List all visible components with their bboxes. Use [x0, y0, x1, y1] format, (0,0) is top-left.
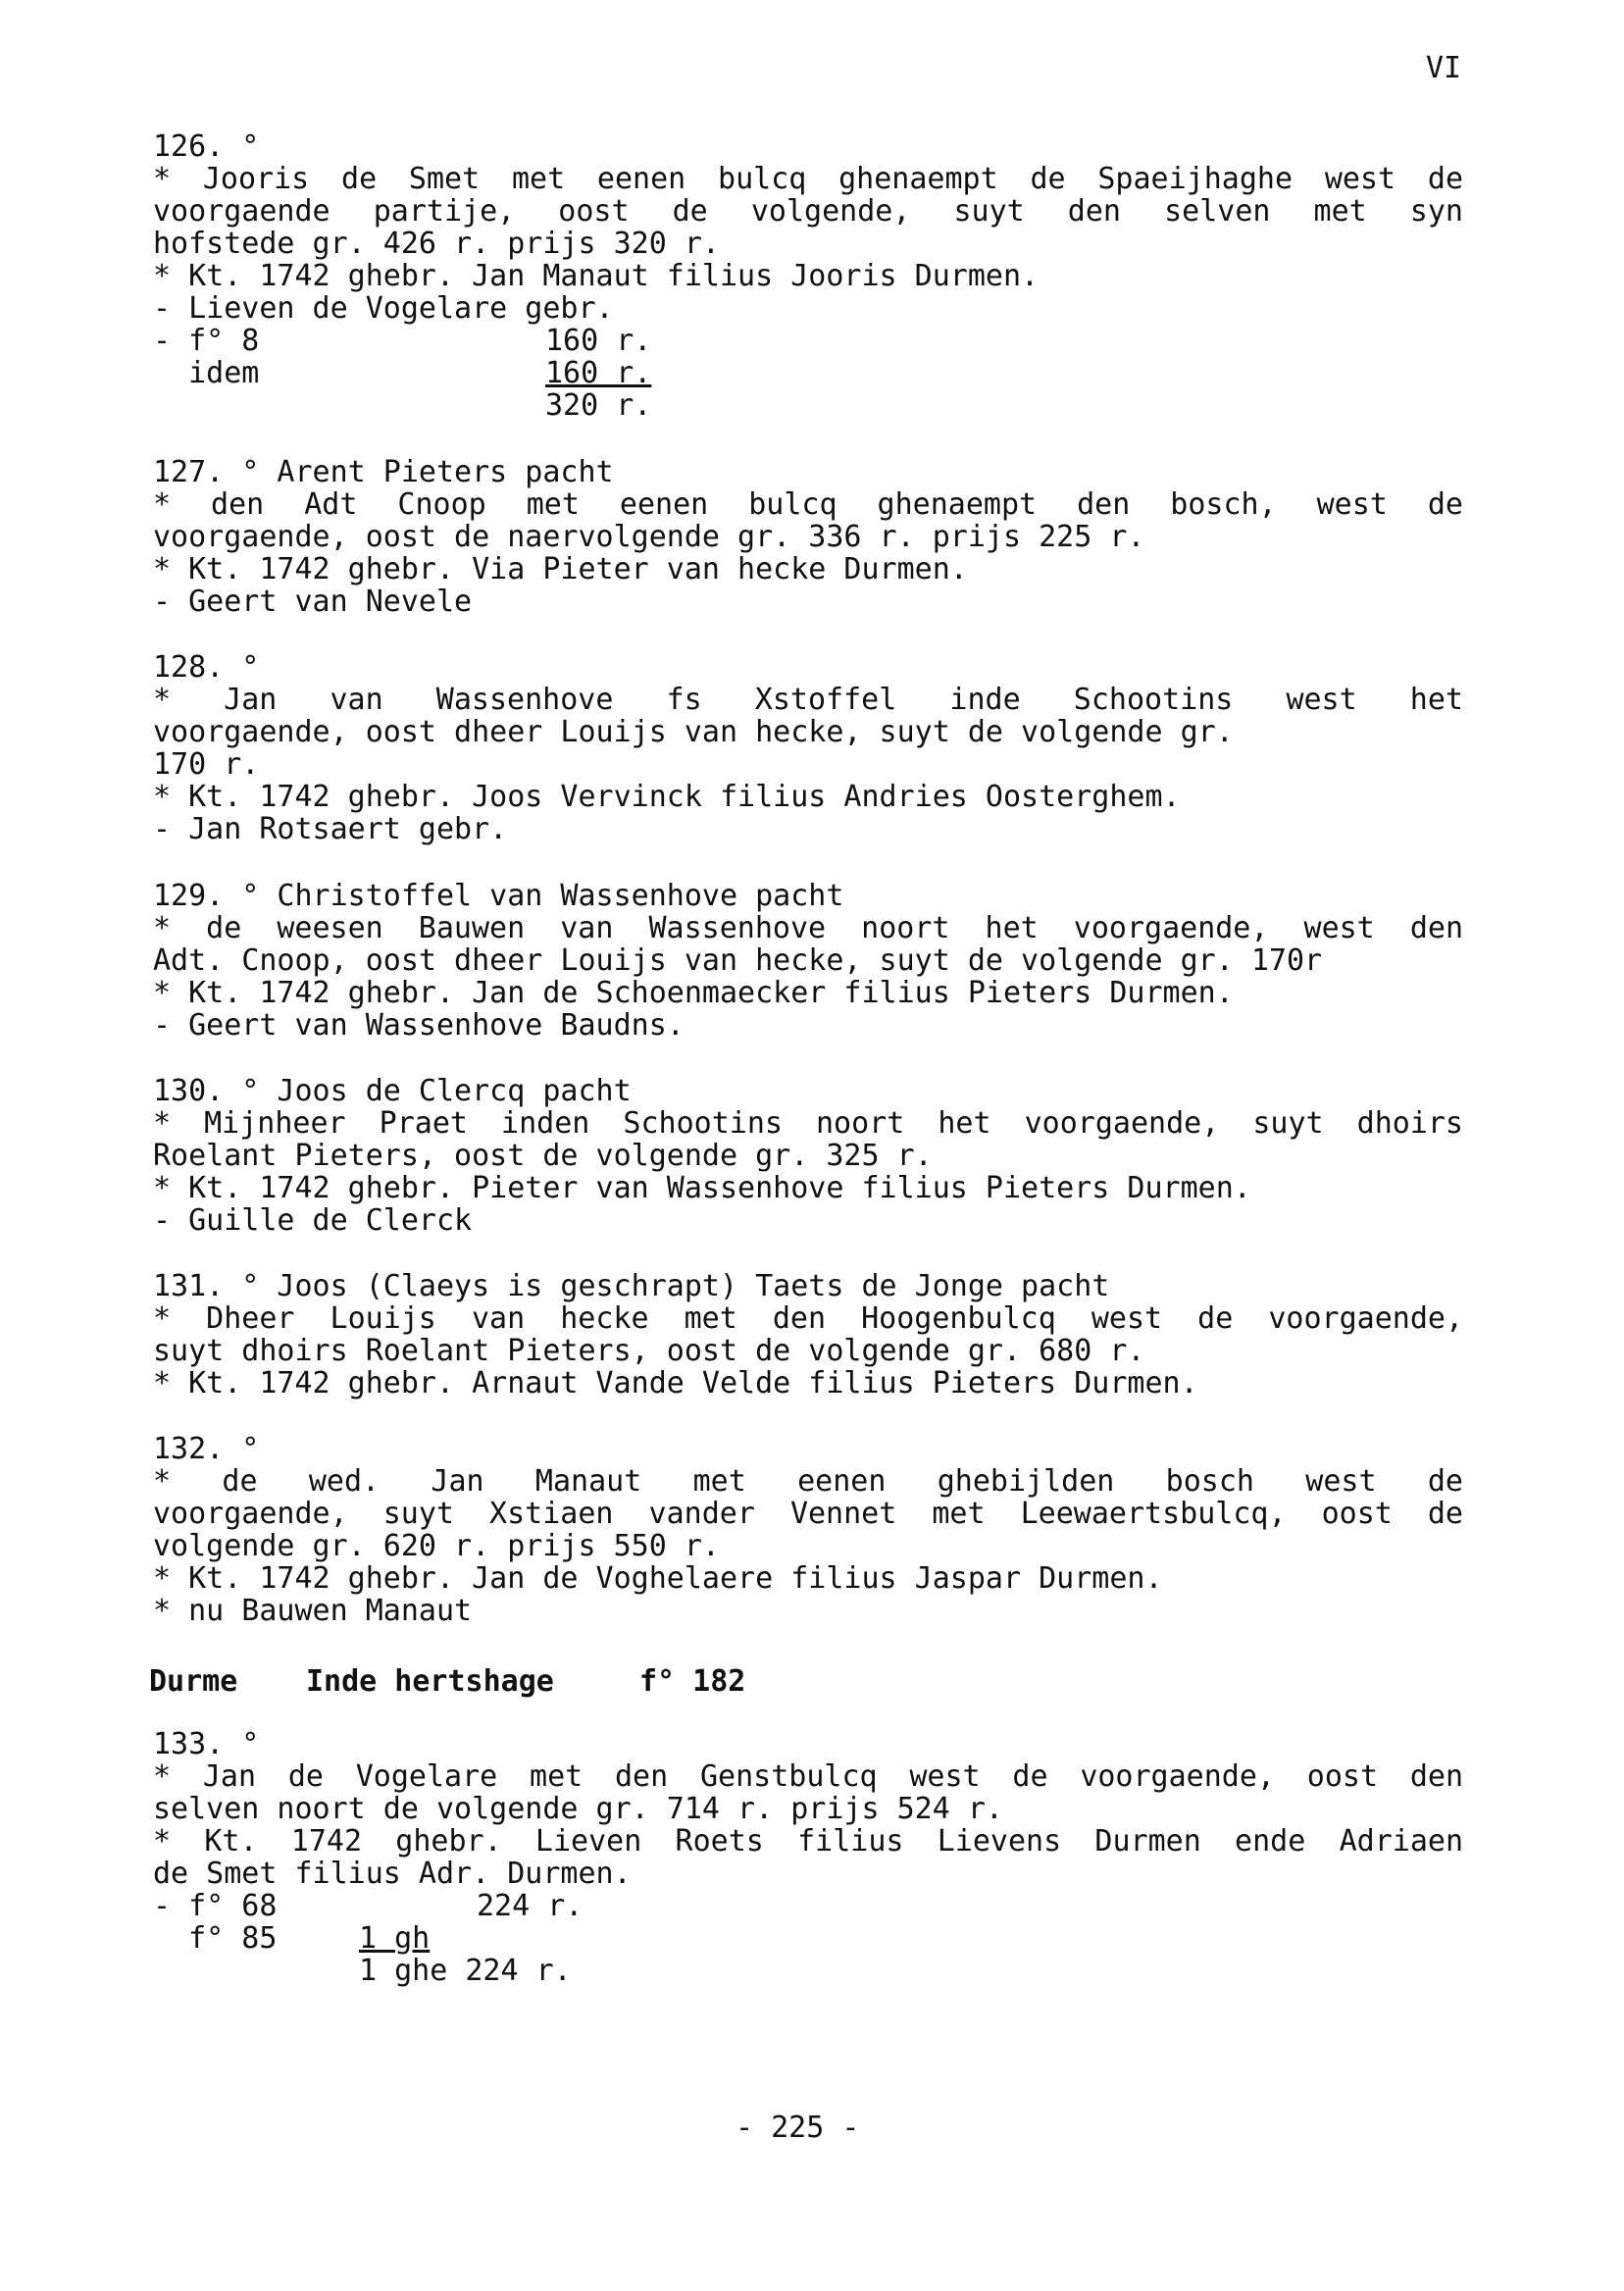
entry-line: * de weesen Bauwen van Wassenhove noort het voorgaende, west den: [153, 911, 1463, 945]
entry-line: 170 r.: [153, 747, 260, 782]
entry-line: * Kt. 1742 ghebr. Joos Vervinck filius Andries Oosterghem.: [153, 780, 1181, 814]
sum-amount: 224 r.: [477, 1889, 584, 1923]
entry-line: 129. ° Christoffel van Wassenhove pacht: [153, 879, 844, 913]
entry-line: 128. °: [153, 650, 260, 685]
entry-line: voorgaende partije, oost de volgende, suyt den selven met syn: [153, 194, 1463, 229]
entry-line: * Jan van Wassenhove fs Xstoffel inde Schootins west het: [153, 683, 1463, 717]
heading-place: Durme: [149, 1664, 238, 1699]
entry-line: * nu Bauwen Manaut: [153, 1594, 473, 1628]
entry-line: 126. °: [153, 129, 260, 164]
entry-130: [153, 1075, 1463, 1237]
entry-line: selven noort de volgende gr. 714 r. prijs 524 r.: [153, 1792, 1003, 1826]
entry-line: Roelant Pieters, oost de volgende gr. 325 r.: [153, 1139, 933, 1173]
sum-amount: 1 gh: [359, 1921, 431, 1956]
entry-127: [153, 456, 1463, 618]
roman-page-number: VI: [1426, 51, 1462, 85]
entry-line: * Dheer Louijs van hecke met den Hoogenbulcq west de voorgaende,: [153, 1301, 1463, 1336]
entry-line: * Kt. 1742 ghebr. Jan de Voghelaere filius Jaspar Durmen.: [153, 1561, 1163, 1596]
entry-line: 133. °: [153, 1727, 260, 1761]
entry-line: voorgaende, oost dheer Louijs van hecke, suyt de volgende gr.: [153, 715, 1234, 749]
entry-128: [153, 651, 1463, 845]
sum-label: - f° 68: [153, 1889, 278, 1923]
entry-line: * Kt. 1742 ghebr. Lieven Roets filius Lievens Durmen ende Adriaen: [153, 1824, 1463, 1858]
entry-line: - Lieven de Vogelare gebr.: [153, 291, 614, 326]
entry-line: * Mijnheer Praet inden Schootins noort het voorgaende, suyt dhoirs: [153, 1106, 1463, 1141]
entry-line: * de wed. Jan Manaut met eenen ghebijlden bosch west de: [153, 1464, 1463, 1499]
sum-row: [153, 1890, 1463, 1922]
entry-line: - Guille de Clerck: [153, 1203, 473, 1238]
sum-row: [153, 1955, 1463, 1987]
sum-label: - f° 8: [153, 324, 260, 358]
entry-133: [153, 1728, 1463, 1987]
entry-line: * Kt. 1742 ghebr. Arnaut Vande Velde filius Pieters Durmen.: [153, 1366, 1198, 1400]
heading-folio: f° 182: [639, 1664, 746, 1699]
sum-row: [153, 357, 1463, 389]
sum-label: f° 85: [153, 1921, 278, 1956]
sum-row: [153, 389, 1463, 422]
entry-line: - Geert van Wassenhove Baudns.: [153, 1008, 685, 1043]
entry-line: - Jan Rotsaert gebr.: [153, 812, 508, 846]
page-number: - 225 -: [736, 2111, 860, 2145]
entry-line: hofstede gr. 426 r. prijs 320 r.: [153, 227, 720, 261]
sum-row: [153, 1922, 1463, 1955]
entry-132: [153, 1433, 1463, 1627]
entry-line: 127. ° Arent Pieters pacht: [153, 455, 614, 489]
entry-line: voorgaende, suyt Xstiaen vander Vennet met Leewaertsbulcq, oost de: [153, 1497, 1463, 1531]
sum-amount: 160 r.: [545, 324, 652, 358]
entry-line: suyt dhoirs Roelant Pieters, oost de volgende gr. 680 r.: [153, 1334, 1145, 1368]
entry-line: volgende gr. 620 r. prijs 550 r.: [153, 1529, 720, 1563]
section-heading: [149, 1664, 745, 1699]
entry-line: * Kt. 1742 ghebr. Jan de Schoenmaecker filius Pieters Durmen.: [153, 976, 1234, 1010]
entry-line: * Jan de Vogelare met den Genstbulcq west de voorgaende, oost den: [153, 1759, 1463, 1794]
sum-amount: 160 r.: [545, 356, 652, 390]
entry-line: 131. ° Joos (Claeys is geschrapt) Taets de Jonge pacht: [153, 1269, 1110, 1303]
entry-line: * Kt. 1742 ghebr. Jan Manaut filius Jooris Durmen.: [153, 259, 1040, 293]
entry-line: 132. °: [153, 1432, 260, 1466]
entry-line: voorgaende, oost de naervolgende gr. 336 r. prijs 225 r.: [153, 520, 1145, 554]
heading-name: Inde hertshage: [306, 1664, 554, 1699]
sum-row: [153, 325, 1463, 357]
entry-line: - Geert van Nevele: [153, 585, 473, 619]
entry-line: 130. ° Joos de Clercq pacht: [153, 1074, 632, 1108]
entry-126: [153, 130, 1463, 422]
sum-amount: 320 r.: [545, 388, 652, 423]
entry-line: * Kt. 1742 ghebr. Pieter van Wassenhove filius Pieters Durmen.: [153, 1171, 1251, 1205]
entry-line: de Smet filius Adr. Durmen.: [153, 1857, 632, 1891]
entry-line: Adt. Cnoop, oost dheer Louijs van hecke, suyt de volgende gr. 170r: [153, 943, 1323, 978]
entry-131: [153, 1270, 1463, 1400]
sum-label: idem: [153, 356, 260, 390]
entry-line: * den Adt Cnoop met eenen bulcq ghenaempt den bosch, west de: [153, 487, 1463, 522]
entry-line: * Kt. 1742 ghebr. Via Pieter van hecke Durmen.: [153, 552, 968, 586]
entry-line: * Jooris de Smet met eenen bulcq ghenaempt de Spaeijhaghe west de: [153, 162, 1463, 196]
sum-amount: 1 ghe 224 r.: [359, 1954, 572, 1988]
entry-129: [153, 880, 1463, 1042]
